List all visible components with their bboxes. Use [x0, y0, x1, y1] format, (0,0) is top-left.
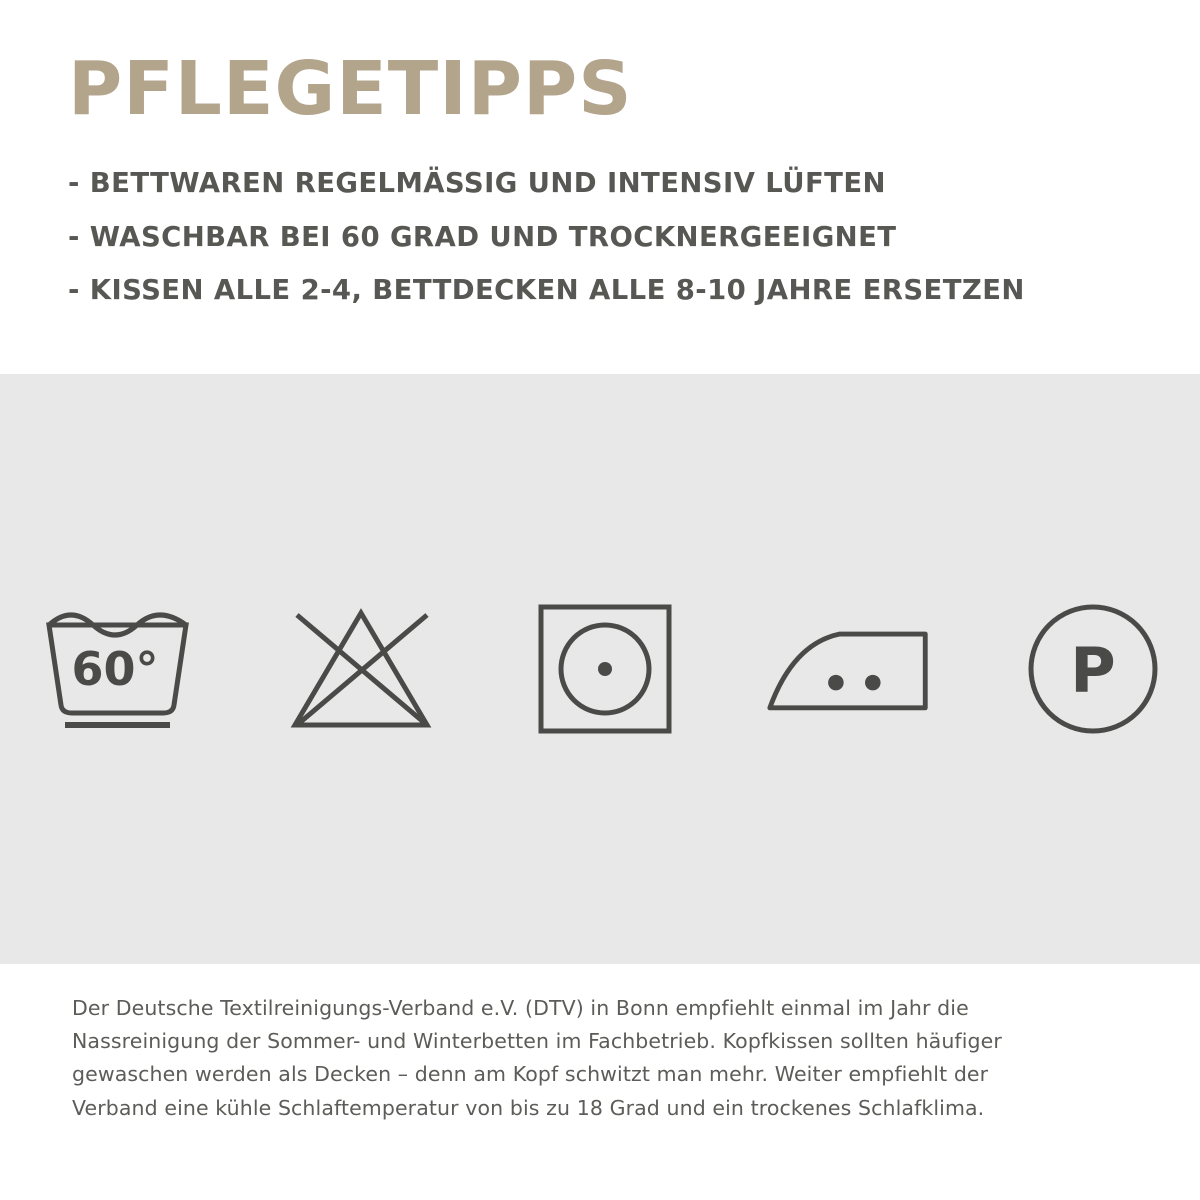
footer-section: [0, 964, 1200, 1125]
list-item: - KISSEN ALLE 2-4, BETTDECKEN ALLE 8-10 JAHRE ERSETZEN: [68, 274, 1025, 306]
svg-text:60°: 60°: [70, 641, 159, 696]
care-tips-list: [68, 167, 1140, 306]
header-section: [0, 0, 1200, 374]
do-not-bleach-icon: [276, 594, 446, 744]
svg-text:P: P: [1070, 634, 1116, 707]
list-item: - WASCHBAR BEI 60 GRAD UND TROCKNERGEEIGNET: [68, 220, 897, 253]
page-title: PFLEGETIPPS: [68, 46, 633, 132]
care-symbols-row: [0, 374, 1200, 964]
wash-60-icon: [32, 594, 202, 744]
care-symbols-band: [0, 374, 1200, 964]
iron-two-dots-icon: [764, 594, 934, 744]
tumble-dry-low-icon: [520, 594, 690, 744]
footer-paragraph: Der Deutsche Textilreinigungs-Verband e.V. (DTV) in Bonn empfiehlt einmal im Jahr die Nassreinigung der Sommer- und Winterbetten im Fachbetrieb. Kopfkissen sollten häufiger gewaschen werden als Decken – denn am Kopf schwitzt man mehr. Weiter empfiehlt der Verband eine kühle Schlaftemperatur von bis zu 18 Grad und ein trockenes Schlafklima.: [72, 996, 1002, 1120]
list-item: - BETTWAREN REGELMÄSSIG UND INTENSIV LÜFTEN: [68, 167, 886, 199]
professional-cleaning-p-icon: [1008, 594, 1178, 744]
